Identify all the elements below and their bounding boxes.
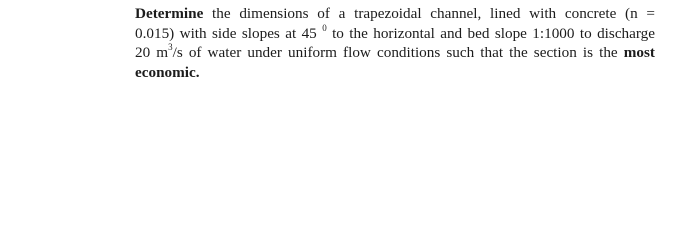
degree-superscript: 0	[322, 22, 327, 33]
line-1-text: the dimensions of a trapezoidal channel, lined with concrete (n =	[203, 5, 655, 22]
problem-line-1	[135, 4, 655, 24]
cubic-superscript: 3	[168, 42, 173, 53]
keyword-economic: economic.	[135, 63, 200, 81]
line-2-text-b: to the horizontal and bed slope 1:1000 to discharge	[326, 24, 656, 42]
keyword-determine: Determine	[135, 5, 204, 22]
keyword-most: most	[623, 44, 655, 62]
problem-statement	[135, 4, 655, 82]
line-3-text-b: /s of water under uniform flow conditions such that the section is the	[172, 44, 624, 62]
problem-line-3	[135, 43, 655, 63]
problem-line-2	[135, 24, 655, 44]
problem-line-4	[135, 63, 655, 83]
line-2-text-a: 0.015) with side slopes at 45	[135, 24, 323, 42]
line-3-text-a: 20 m	[135, 44, 169, 62]
